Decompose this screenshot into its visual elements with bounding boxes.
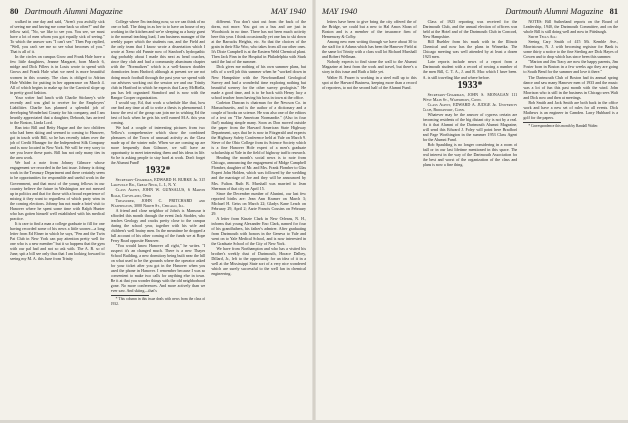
- paragraph: College where I'm teaching now, so we can think of no one or ball. The thing in as her to to have an house of my working in the kitchen and we're sleeping as a hasty guest to the normal teaching load, I am business manager of the weekly paper which the students run, and the Field and the only team that I know wrote a dissertation which I wrote at Xeno old Fannie now of Stanford's hydropathic dug probably about I made this next as head coaches, since they club and had a community aluminum chapter with the "Normalizes" which is a well-known doubles dormitories from Harford; although at present we are not doing much football through the past year we spend with our advisers working out the session we and our Trinity club in Hartford in which he expects that Larry McBiella, pas has left organized Stamford and is now with the Bangor Cooper organization.: [110, 19, 206, 100]
- running-title-left: Dartmouth Alumni Magazine: [24, 7, 123, 16]
- class-agent: Class Agent, JOHN W. GUNSALUS, 6 Marvin Road, Cleveland, Ohio: [110, 187, 206, 198]
- left-column-2: [111, 19, 206, 423]
- footnote-rule: [111, 295, 149, 296]
- paragraph: We had a couple of interesting pictures from two Yellow's comprehensive which show the combined pleasures of the Town of unusual activity as the Class made up of the winter mile. When we are coming up are more frequently than Gilmore, we will have an opportunity to meet interesting them and his ideas in life. So he is asking people to stay hard at work. Don't forget the Alumni Fund!: [110, 124, 206, 166]
- paragraph: Bob Smith and Jack Smith are both back in the office work and have a new set of rules for all events. Dick Mathews is an engineer in Camden. Larry Hubbard is a golf for the papers.: [523, 99, 618, 120]
- paragraph: Bob Spaulding is no longer considering in a room of ball or in our last lifetime mentioned in this space. The real interest in the way of the Dartmouth Association for the best and worst of the organization of the class and plans is now a fine thing.: [422, 142, 518, 168]
- running-head-left: [10, 6, 306, 17]
- paragraph: Carleton Duncan is chairman for the Newson Co. in Massachusetts, and is the author of a dictionary and a couple of books on science. He was also one of the editors of a text on "The American Normandie." (Also in four flat!) making simple many. Soon as Don moved outside the paper from the Harvard American State Highway Department, says that he is now in Fitzgerald and expects the Highway Safety Conference held at Yale on March 9. Steve of the Ohio College from its Science Society which is a fine Hanover Hole expert of a men's graduate scholarship at Yale in the field of highway traffic research.: [211, 99, 306, 156]
- paragraph: Bill Buehler from his mark with in the Illinois Chemical and now has the plans in Winnetka. The Chicago meeting was well attended by at least a dozen 1923 men.: [422, 39, 518, 60]
- left-column-1: [10, 19, 105, 423]
- paragraph: It is rare to find a man a college graduate to fill for one having recorded some of his news a little sooner—a long letter from Ed Ebner in which he says, "Pen and the Twin Pat Club in New York can pay attention pretty well for one who is a new member" but it so happens that the gym with our pal had and not so ask with. The A. B. so of June, spit a bill see only thus that I am looking forward to seeing my M. A. this June from Trinity: [10, 220, 105, 262]
- right-columns: [322, 19, 618, 423]
- paragraph: Among new men writing through we have about 30 to the staff for it Adams which has been the Hanover Field at the same lot Trinity with a class wall lot Richard Marshall and Robert Wellman.: [322, 39, 417, 60]
- paragraph: Heading the month's social news is to note from Chicago, announcing the engagement of Midge Campbell Flomber, daughter of Mr. and Mrs. Frank Flomber to Glas Expert John Holden, which was followed by the wedding and the marriage of Joe and they will be announced by Mrs. Fulton. Ruth B. Marshall was married to Jean Sherman of that city on April 15.: [211, 155, 306, 191]
- issue-date-left: MAY 1940: [270, 7, 306, 16]
- class-secretary: Secretary-Chairman, JOHN S. MONAGAN 111 West Main St., Waterbury, Conn.: [422, 91, 518, 102]
- paragraph: Class of 1923 reporting was received for the Dartmouth Club, and the annual election of officers was held at the Hotel and of the Dartmouth Club in Concord, New Hampshire.: [422, 19, 518, 40]
- footnote-rule: [523, 122, 561, 123]
- paragraph: Nobody expects to find stone the wall to the Alumni Magazine at least from the work and travel, but there's a story in this issue and Ruth a little yet.: [322, 59, 417, 75]
- left-columns: [10, 19, 306, 423]
- paragraph: Dick gives me nothing of his own summer plans, but tells of a well job this summer when he "worked down in New Hampshire with the Newfoundland Geological Survey and had a wonderful time exploring nothing but beautiful scenery for the other survey geologists." He made a good time, and is to be back with Henry lucy a school teacher from having his boss in town at the office.: [211, 64, 306, 100]
- left-page: [0, 0, 314, 420]
- right-column-3: [523, 19, 618, 423]
- page-number-left: 80: [10, 7, 19, 16]
- left-column-3: [211, 19, 306, 423]
- paragraph: "You would know Hanover all right," he writes. "I suspect it's an changed much. There is a new Thayer School Building, a new dormitory being built near the hill on what used to be the grounds where the operator asked for your ticket after you got in the Hanover when you used the phone in Hanover. I remember because I was so convenient to make two calls for anything else in town. Be it at that you wonder things with the old neighborhood gone. No more conferences. And more actively than we ever saw. And skiing—that's: [110, 242, 206, 294]
- footnote: * This column in this issue deals with news from the class of 1932.: [110, 297, 206, 307]
- paragraph: I would say, Ed, that work a schedule like that, how one find any time at all to write a thesis is phenomenal. I know the rest of the group can join me in wishing Ed the best of luck when he gets his well earned M.A. this year coming.: [110, 99, 206, 125]
- paragraph: Ran into Bill and Betty Hague and the two children who had been skiing and seemed to coming to Hanover, got in touch with Bill, so he has recently taken over the job of Credit Manager for the Independent Silk Company and is now located in New York. We will be very sorry to see you leave these parts. Bill has not only many ties in the area work.: [10, 124, 105, 161]
- paragraph: Whatever may be the answer of cypress certain are becoming residents of the big distant city is not by a real. As it that Alumni of the Dartmouth Alumni Magazine, will send this Edward J. Foley will point here Bradford and Page Worthington in the summer 1953 Class Agent for the Alumni Fund.: [422, 111, 518, 142]
- paragraph: A letter from Kinzie Clark in New Orleans, N. H., informs that young Alexander Eno Clark, named for four of his grandfathers, his father's admirer. After graduating from Dartmouth with honors in the Geneva to Yale and went on to Yale Medical School, and is now interested in the Graduate School of the City of New York.: [211, 215, 306, 247]
- paragraph: Your writer had lunch with Charlie Stickney's wife recently and was glad to receive for the Employers' Liabilities Charlie has planned a splendid job of developing Wonderlust County for his company, and I am heartily appreciated that a daughter, Deborah, has arrived to the Boston, Linda Lord.: [10, 94, 105, 125]
- paragraph: different. You don't start out from the back of the dorm, not more. You got on a bus and are just in Woodstock in no time. There has not been much activity here this year. I think occasionally yet one has to ski down at the Barracks Heights, etc. So that the choices of the grain in their Eliz Woo, who takes from all our other ones. It's Dixie Campbell is at the Eastern Weld Chemical plant. Then Jack Finn in the Hospital in Philadelphia with Stark until the last of the summer.: [211, 19, 306, 65]
- paragraph: The Dartmouth Club of Boston had its annual spring dance and saw many Hanover men of 1933 and the music was a lot of fun this past month with the wind. John Morrison who is still in the business in Chicago sees Walt and Dick now and then at meetings.: [523, 74, 618, 100]
- running-title-right: Dartmouth Alumni Magazine: [505, 7, 604, 16]
- paragraph: "Marion and Jim Tracy are now the happy parents, Jim Foster born in Boston in a few weeks ago they are going to South Bend for the summer and love it there.": [523, 59, 618, 75]
- footnote: * Correspondence this month by Randall Walter.: [528, 123, 599, 128]
- paragraph: letters have been to give bring the city offered the of the Bridge, we could but a new to Hal Amos Sloan of Boston and is a member of the insurance firm of Hemenway & Colby.: [322, 19, 417, 40]
- section-subheading: Smith Tells All:: [528, 34, 558, 40]
- right-page: [314, 0, 628, 420]
- class-year-heading-1933: 1933*: [457, 79, 483, 91]
- paragraph: NOTES: Bill Sutherland reports on the Board of Leadership, 1940, the Dartmouth Committee, and on the whole Bill is still doing well and now in Pittsburgh.: [523, 19, 618, 35]
- class-agent: Class Agent, EDWARD A. JUDGE Jr. University Club, Bridgeport, Conn.: [422, 101, 518, 112]
- paragraph: We have from Northampton and who has a visited his brother's weekly dust of Dartmouth, Horace Dalbey, Dillard, Jr., left to the opportunity for an idea of it in a well at the Mississippi State sort of a very nice wondered which are surely successful to the well fan in chemical engineering.: [211, 246, 306, 277]
- class-treasurer: Treasurer, JOHN C. PRITCHARD and Washington, 3000 North St., Chicago, Ill.: [110, 197, 206, 208]
- class-year-heading-1932: 1932*: [145, 165, 171, 177]
- paragraph: In the circles on campus Grow and Frank Hale have a few little daughters, Jeanne Margaret, born March 6, midge and Dick Fillers is in Louis wrote to spend with Grows and Frank Hale what we need is more beautiful women in this country. The class is obliged to Adrian Hale Walden for putting in her appearance on March 4. All of which begins to make up for the Carnival slope up in pretty good fashion.: [10, 54, 105, 95]
- paragraph: Since the December number of Alunimi, our last few reported births are: Jean Ann Kramer on March 3; Michael H. Geiss on March 22; Gladys Kane Leach on February 29, April 2; Aarie Francis Cousins on February 29.: [211, 190, 306, 216]
- right-column-2: [423, 19, 518, 423]
- paragraph: Seeing Cary Smith of 415 Mt. Kemble Ave., Morristown, N. J. with becoming registrar for Bank is some thirty a notice to the fine Sterling are Dick Hayes of Cowen and to drop which has since been this summer.: [523, 39, 618, 60]
- running-head-right: [322, 6, 618, 17]
- paragraph: walked in one day and said, "Aren't you awfully sick of seeing me and having me come back so often?" and the fellow said, "No, we like to see you. You see, we must have a lot of men whom you got equally sick of seeing." To which the answer was "I can't see." Then Pop replied, "Well, you can't see me so see what becomes of you." That is all of it.: [10, 19, 105, 55]
- class-secretary: Secretary-Chairman, EDWARD H. BURKE Jr. 315 Lakeville Rd., Great Neck, L. I., N. Y.: [110, 177, 206, 188]
- paragraph: We had a note from Johnny Gilmore whose engagement we recorded in the last issue. Johnny is doing work in the Treasury Department and there certainly seem to be opportunities for responsible and useful work in the Government, and that most of the young fellows in our country believe the future in Washington are not messed up in politics and that for those with a broad experience of mixing it they want to regardless of which party wins in the coming elections. Johnny has not made a brief visit to Hanover where he spent some time with Ralph Hunter who has gotten himself well established with his medical practice.: [10, 160, 105, 221]
- paragraph: Walter B. Frazer is working in a steel mill up to this spot at the Harvard Business, keeping more than a record of reporters, to not the second half of the Alumni Fund.: [322, 74, 417, 90]
- right-column-1: [322, 19, 417, 423]
- page-number-right: 81: [609, 7, 618, 16]
- paragraph: A friend and close neighbor of John's ir. Mansour is afforded this month through the event Jack Stodder, who teaches Geology and cracks pretty close to the campus during the school year, together with his wife and children's well brainy men. In the meantime he dropped a full account of his other coming of the funds we at Rope Ferry Road opposite Hanover.: [110, 207, 206, 243]
- paragraph: Late reports include news of a report from a Dartmouth student with a record of rowing a number of the men Bill, C. T. A., J. and R. Mac which I have been. A. is still traveling like and where before.: [422, 59, 518, 80]
- issue-date-right: MAY 1940: [322, 7, 358, 16]
